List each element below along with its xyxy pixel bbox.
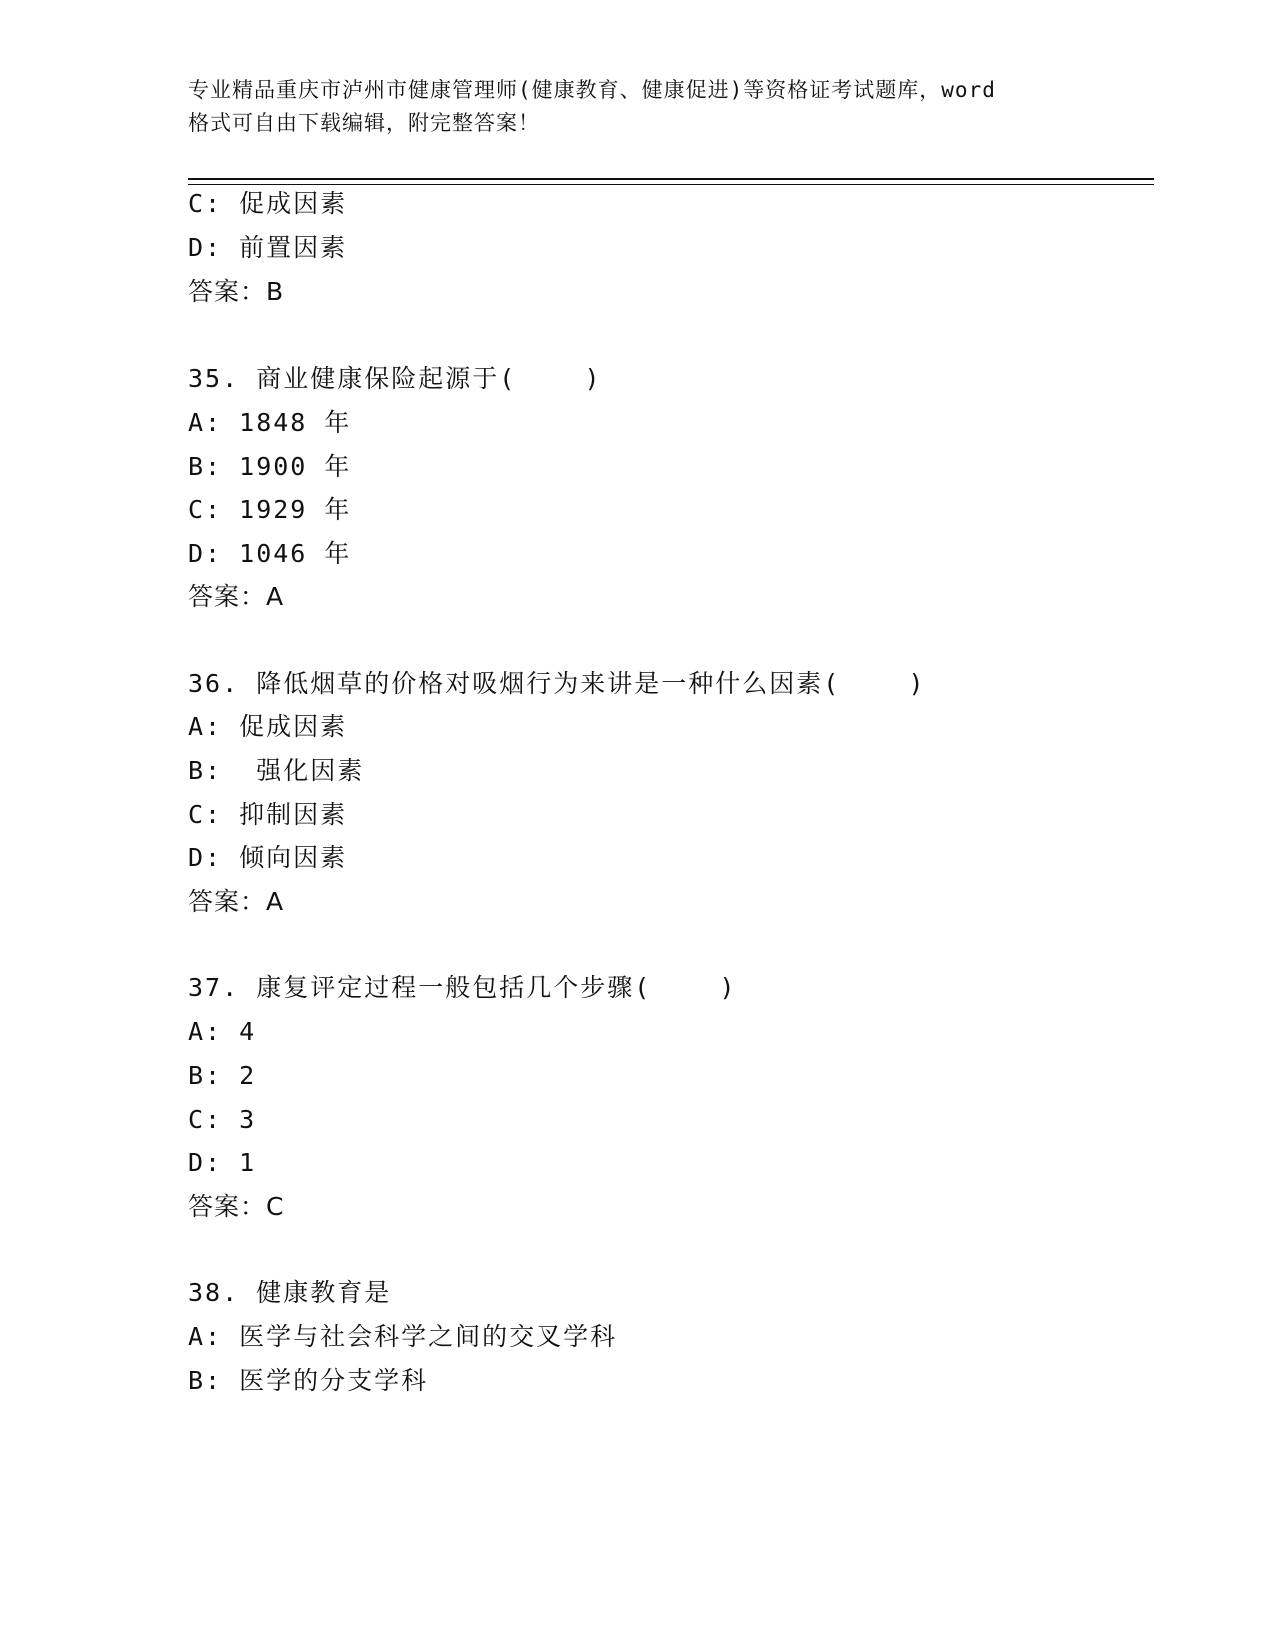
q35-option-c: C: 1929 年 xyxy=(188,495,352,524)
header-rule-thick xyxy=(188,178,1154,180)
q35-question: 35. 商业健康保险起源于( ) xyxy=(188,364,602,393)
q34-option-c: C: 促成因素 xyxy=(188,189,348,218)
q37-option-a: A: 4 xyxy=(188,1017,257,1046)
q36-option-d: D: 倾向因素 xyxy=(188,843,348,872)
q38-option-a: A: 医学与社会科学之间的交叉学科 xyxy=(188,1322,618,1351)
header-line-1: 专业精品重庆市泸州市健康管理师(健康教育、健康促进)等资格证考试题库，word xyxy=(188,78,996,102)
document-header xyxy=(188,74,1088,140)
q35-answer: 答案：A xyxy=(188,582,285,611)
q34-option-d: D: 前置因素 xyxy=(188,233,348,262)
q38-question: 38. 健康教育是 xyxy=(188,1278,392,1307)
q38-option-b: B: 医学的分支学科 xyxy=(188,1366,429,1395)
q36-option-b: B: 强化因素 xyxy=(188,756,365,785)
q37-option-c: C: 3 xyxy=(188,1105,257,1134)
q35-option-a: A: 1848 年 xyxy=(188,408,352,437)
q36-option-a: A: 促成因素 xyxy=(188,712,348,741)
q37-option-d: D: 1 xyxy=(188,1148,257,1177)
q36-answer: 答案：A xyxy=(188,887,285,916)
q36-question: 36. 降低烟草的价格对吸烟行为来讲是一种什么因素( ) xyxy=(188,669,926,698)
q35-option-d: D: 1046 年 xyxy=(188,539,352,568)
q35-option-b: B: 1900 年 xyxy=(188,452,352,481)
header-rule-thin xyxy=(188,184,1154,185)
q34-answer: 答案：B xyxy=(188,277,285,306)
q36-option-c: C: 抑制因素 xyxy=(188,800,348,829)
header-line-2: 格式可自由下载编辑，附完整答案！ xyxy=(188,111,540,135)
q37-option-b: B: 2 xyxy=(188,1061,257,1090)
q37-answer: 答案：C xyxy=(188,1192,285,1221)
q37-question: 37. 康复评定过程一般包括几个步骤( ) xyxy=(188,973,737,1002)
